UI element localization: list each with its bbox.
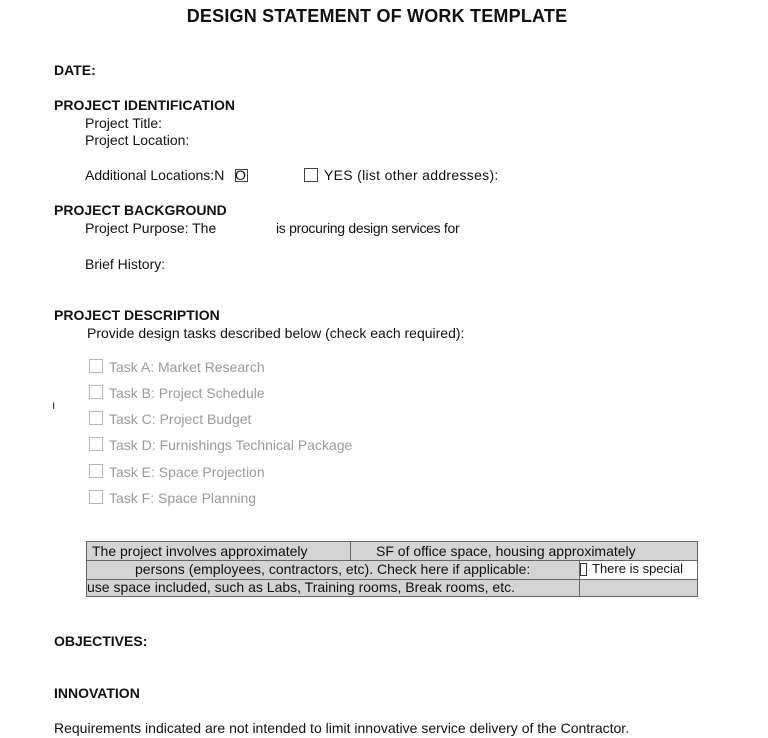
additional-locations-label: Additional Locations:N xyxy=(85,167,225,183)
project-location-label: Project Location: xyxy=(85,132,190,148)
innovation-heading: INNOVATION xyxy=(54,685,140,701)
task-instructions: Provide design tasks described below (check each required): xyxy=(87,325,465,341)
date-label: DATE: xyxy=(54,62,96,78)
special-use-checkbox[interactable] xyxy=(580,563,587,576)
page-title: DESIGN STATEMENT OF WORK TEMPLATE xyxy=(186,6,568,26)
task-d-label: Task D: Furnishings Technical Package xyxy=(109,437,353,453)
table-row-2-text-a: persons (employees, contractors, etc). Check here if applicable: xyxy=(135,561,531,577)
innovation-text: Requirements indicated are not intended to limit innovative service delivery of the Contractor. xyxy=(54,720,630,736)
task-f-checkbox[interactable] xyxy=(89,490,103,504)
task-a-checkbox[interactable] xyxy=(89,359,103,373)
task-b-label: Task B: Project Schedule xyxy=(109,385,265,401)
stray-mark: ı xyxy=(52,398,56,412)
yes-label: YES (list other addresses): xyxy=(324,167,499,183)
project-purpose-label: Project Purpose: The xyxy=(85,220,217,236)
no-checkbox-label: O xyxy=(235,167,246,183)
yes-checkbox[interactable] xyxy=(304,168,318,182)
task-e-checkbox[interactable] xyxy=(89,464,103,478)
table-row-2-text-b: There is special xyxy=(592,561,684,576)
task-d-checkbox[interactable] xyxy=(89,437,103,451)
task-b-checkbox[interactable] xyxy=(89,385,103,399)
objectives-heading: OBJECTIVES: xyxy=(54,633,148,649)
project-title-label: Project Title: xyxy=(85,115,163,131)
task-a-label: Task A: Market Research xyxy=(109,359,265,375)
project-identification-heading: PROJECT IDENTIFICATION xyxy=(54,97,235,113)
space-table xyxy=(86,541,698,597)
table-row-1-text-a: The project involves approximately xyxy=(92,543,308,559)
project-purpose-text: is procuring design services for xyxy=(276,220,460,236)
table-row-1-text-b: SF of office space, housing approximately xyxy=(376,543,636,559)
table-divider xyxy=(350,542,351,560)
task-f-label: Task F: Space Planning xyxy=(109,490,257,506)
brief-history-label: Brief History: xyxy=(85,256,166,272)
task-c-label: Task C: Project Budget xyxy=(109,411,252,427)
project-background-heading: PROJECT BACKGROUND xyxy=(54,202,227,218)
project-description-heading: PROJECT DESCRIPTION xyxy=(54,307,220,323)
task-e-label: Task E: Space Projection xyxy=(109,464,265,480)
table-row-3-text-a: use space included, such as Labs, Training rooms, Break rooms, etc. xyxy=(87,579,515,595)
task-c-checkbox[interactable] xyxy=(89,411,103,425)
